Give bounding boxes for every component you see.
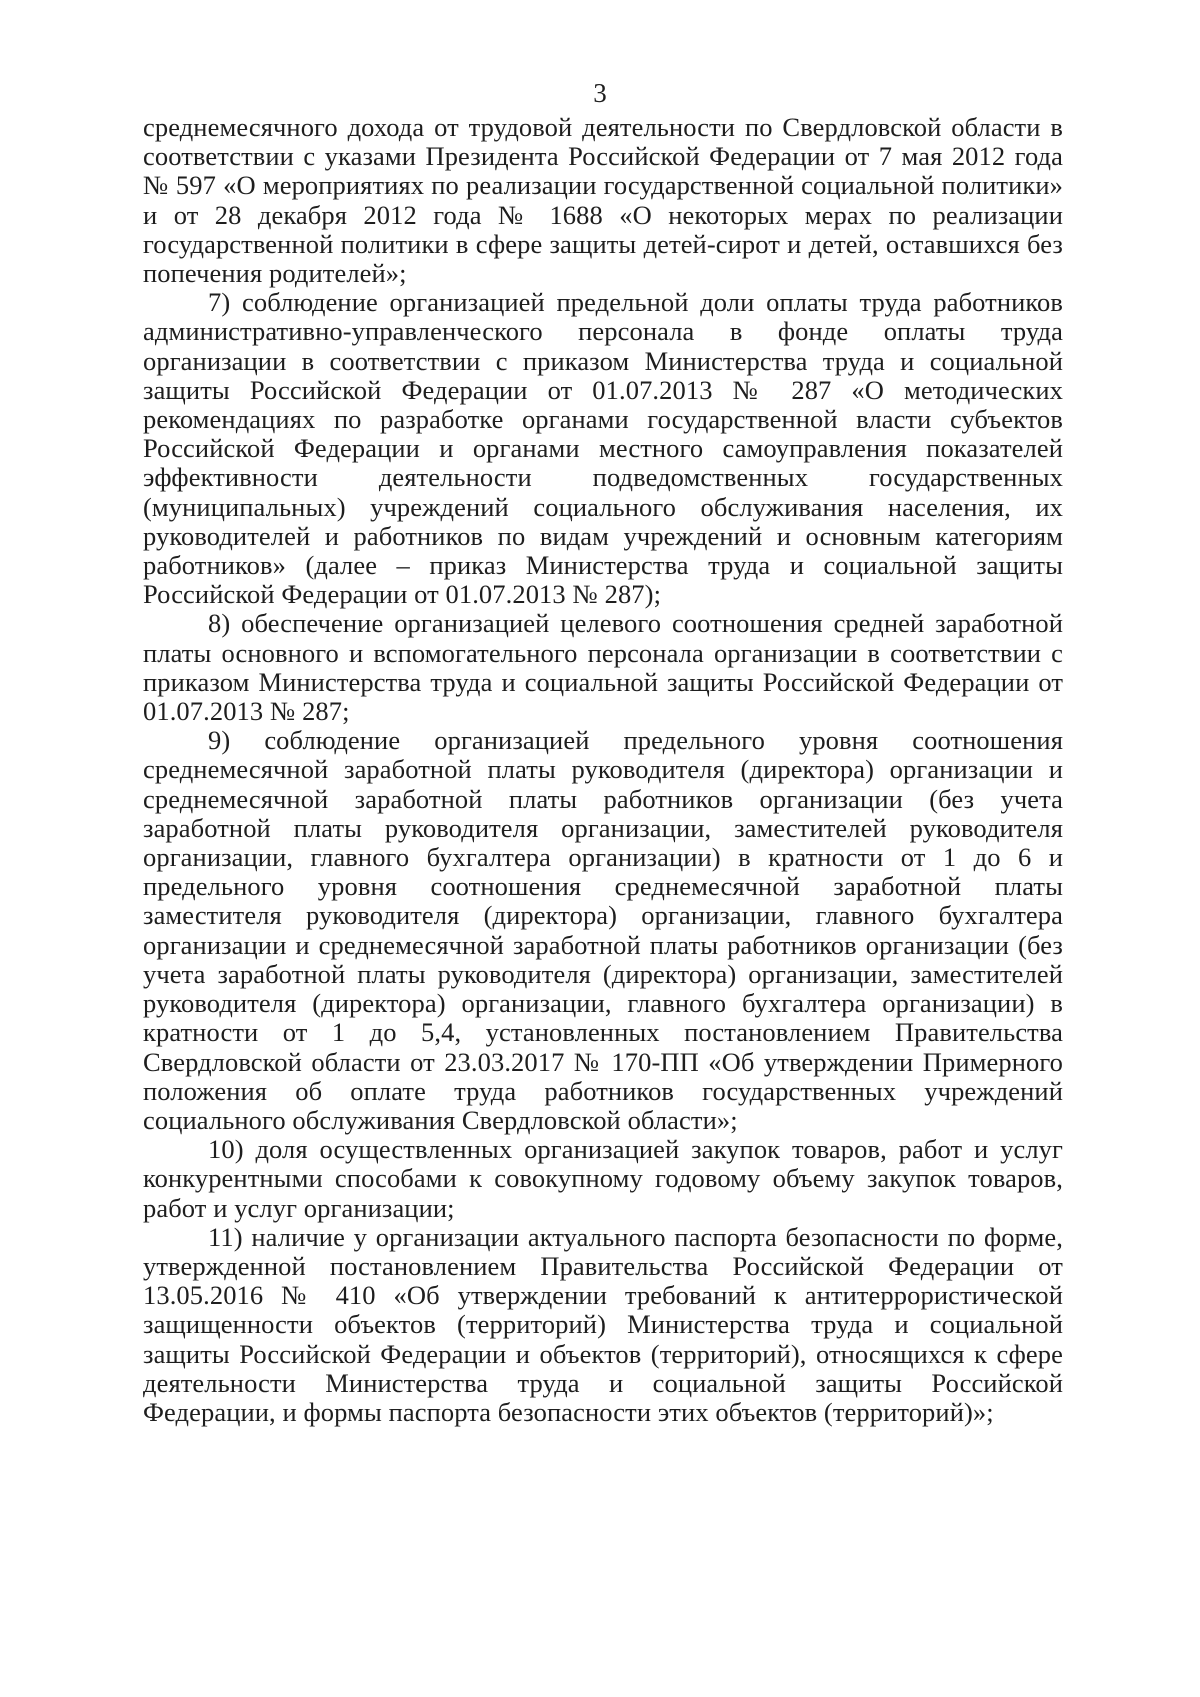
paragraph-item-10: 10) доля осуществленных организацией закупок товаров, работ и услуг конкурентными способами к совокупному годовому объему закупок товаров, работ и услуг организации; bbox=[143, 1134, 1063, 1223]
paragraph-item-9: 9) соблюдение организацией предельного уровня соотношения среднемесячной заработной платы руководителя (директора) организации и среднемесячной заработной платы работников организации (без учета заработной платы руководителя организации, заместителей руководителя организации, главного бухгалтера организации) в кратности от 1 до 6 и предельного уровня соотношения среднемесячной заработной платы заместителя руководителя (директора) организации, главного бухгалтера организации и среднемесячной заработной платы работников организации (без учета заработной платы руководителя (директора) организации, заместителей руководителя (директора) организации, главного бухгалтера организации) в кратности от 1 до 5,4, установленных постановлением Правительства Свердловской области от 23.03.2017 № 170-ПП «Об утверждении Примерного положения об оплате труда работников государственных учреждений социального обслуживания Свердловской области»; bbox=[143, 725, 1063, 1135]
paragraph-continuation: среднемесячного дохода от трудовой деятельности по Свердловской области в соответствии с указами Президента Российской Федерации от 7 мая 2012 года № 597 «О мероприятиях по реализации государственной социальной политики» и от 28 декабря 2012 года № 1688 «О некоторых мерах по реализации государственной политики в сфере защиты детей-сирот и детей, оставшихся без попечения родителей»; bbox=[143, 112, 1063, 289]
paragraph-item-8: 8) обеспечение организацией целевого соотношения средней заработной платы основного и вспомогательного персонала организации в соответствии с приказом Министерства труда и социальной защиты Российской Федерации от 01.07.2013 № 287; bbox=[143, 608, 1063, 727]
paragraph-item-7: 7) соблюдение организацией предельной доли оплаты труда работников административно-управленческого персонала в фонде оплаты труда организации в соответствии с приказом Министерства труда и социальной защиты Российской Федерации от 01.07.2013 № 287 «О методических рекомендациях по разработке органами государственной власти субъектов Российской Федерации и органами местного самоуправления показателей эффективности деятельности подведомственных государственных (муниципальных) учреждений социального обслуживания населения, их руководителей и работников по видам учреждений и основным категориям работников» (далее – приказ Министерства труда и социальной защиты Российской Федерации от 01.07.2013 № 287); bbox=[143, 287, 1063, 610]
document-body bbox=[143, 113, 1063, 1427]
paragraph-item-11: 11) наличие у организации актуального паспорта безопасности по форме, утвержденной постановлением Правительства Российской Федерации от 13.05.2016 № 410 «Об утверждении требований к антитеррористической защищенности объектов (территорий) Министерства труда и социальной защиты Российской Федерации и объектов (территорий), относящихся к сфере деятельности Министерства труда и социальной защиты Российской Федерации, и формы паспорта безопасности этих объектов (территорий)»; bbox=[143, 1221, 1063, 1427]
page-number: 3 bbox=[593, 78, 607, 108]
